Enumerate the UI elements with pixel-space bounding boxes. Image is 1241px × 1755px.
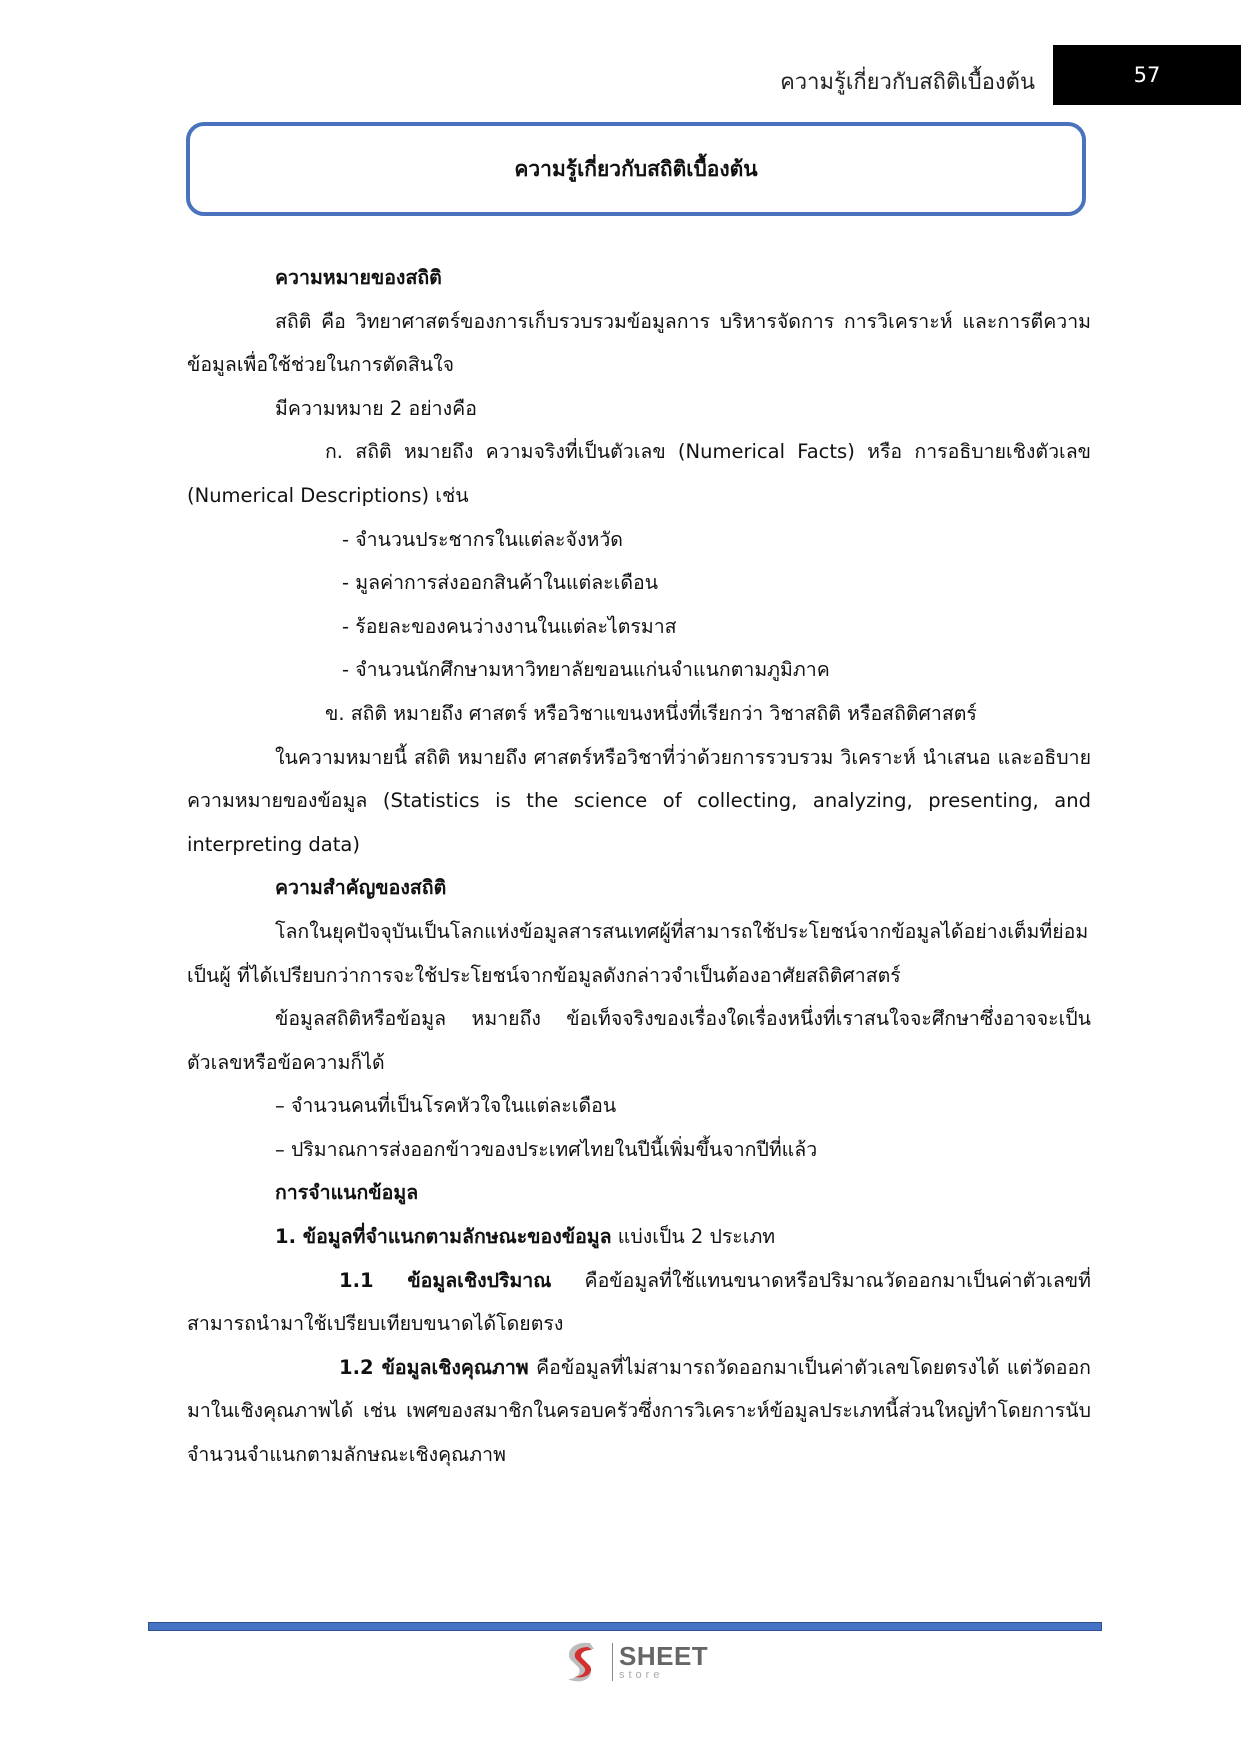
chapter-title: ความรู้เกี่ยวกับสถิติเบื้องต้น [514, 156, 758, 181]
logo-sub-text: store [619, 1669, 664, 1681]
page-number: 57 [1053, 45, 1241, 105]
section-heading-classification: การจำแนกข้อมูล [275, 1181, 419, 1205]
classification-item-1: 1. ข้อมูลที่จำแนกตามลักษณะของข้อมูล แบ่งเป็น 2 ประเภท [275, 1225, 776, 1249]
list-item: - จำนวนประชากรในแต่ละจังหวัด [342, 527, 623, 551]
section-heading-importance: ความสำคัญของสถิติ [275, 876, 447, 900]
document-body [187, 256, 1091, 1477]
list-item: – จำนวนคนที่เป็นโรคหัวใจในแต่ละเดือน [275, 1094, 617, 1118]
running-header-title: ความรู้เกี่ยวกับสถิติเบื้องต้น [780, 70, 1035, 95]
list-item: - จำนวนนักศึกษามหาวิทยาลัยขอนแก่นจำแนกตามภูมิภาค [342, 658, 830, 682]
classification-sub-2: 1.2 ข้อมูลเชิงคุณภาพ คือข้อมูลที่ไม่สามารถวัดออกมาเป็นค่าตัวเลขโดยตรงได้ แต่วัดออกมาในเชิงคุณภาพได้ เช่น เพศของสมาชิกในครอบครัวซึ่งการวิเคราะห์ข้อมูลประเภทนี้ส่วนใหญ่ทำโดยการนับจำนวนจำแนกตามลักษณะเชิงคุณภาพ [187, 1355, 1091, 1467]
paragraph-meaning-b-detail: ในความหมายนี้ สถิติ หมายถึง ศาสตร์หรือวิชาที่ว่าด้วยการรวบรวม วิเคราะห์ นำเสนอ และอธิบายความหมายของข้อมูล (Statistics is the science of collecting, analyzing, presenting, and interpreting data) [187, 745, 1091, 856]
footer-divider [148, 1622, 1102, 1631]
chapter-title-box [186, 122, 1086, 216]
paragraph-definition: สถิติ คือ วิทยาศาสตร์ของการเก็บรวบรวมข้อมูลการ บริหารจัดการ การวิเคราะห์ และการตีความข้อมูลเพื่อใช้ช่วยในการตัดสินใจ [187, 309, 1091, 377]
paragraph-meaning-a: ก. สถิติ หมายถึง ความจริงที่เป็นตัวเลข (Numerical Facts) หรือ การอธิบายเชิงตัวเลข (Numerical Descriptions) เช่น [187, 440, 1091, 507]
paragraph-importance-2: ข้อมูลสถิติหรือข้อมูล หมายถึง ข้อเท็จจริงของเรื่องใดเรื่องหนึ่งที่เราสนใจจะศึกษาซึ่งอาจจะเป็นตัวเลขหรือข้อความก็ได้ [187, 1007, 1091, 1074]
section-heading-meaning: ความหมายของสถิติ [275, 266, 442, 289]
logo-separator [612, 1643, 613, 1681]
list-item: - ร้อยละของคนว่างงานในแต่ละไตรมาส [342, 614, 677, 638]
list-item: - มูลค่าการส่งออกสินค้าในแต่ละเดือน [342, 571, 659, 595]
logo-main-text: SHEET [619, 1641, 709, 1671]
classification-sub-1: 1.1 ข้อมูลเชิงปริมาณ คือข้อมูลที่ใช้แทนขนาดหรือปริมาณวัดออกมาเป็นค่าตัวเลขที่สามารถนำมาใช้เปรียบเทียบขนาดได้โดยตรง [187, 1268, 1091, 1336]
list-item: – ปริมาณการส่งออกข้าวของประเทศไทยในปีนี้เพิ่มขึ้นจากปีที่แล้ว [275, 1137, 818, 1161]
paragraph-meaning-b: ข. สถิติ หมายถึง ศาสตร์ หรือวิชาแขนงหนึ่งที่เรียกว่า วิชาสถิติ หรือสถิติศาสตร์ [325, 701, 977, 725]
sheet-store-s-icon [560, 1639, 606, 1685]
sheet-store-logo [560, 1636, 708, 1688]
paragraph-two-meanings: มีความหมาย 2 อย่างคือ [275, 396, 477, 420]
paragraph-importance-1: โลกในยุคปัจจุบันเป็นโลกแห่งข้อมูลสารสนเทศผู้ที่สามารถใช้ประโยชน์จากข้อมูลได้อย่างเต็มที่ย่อมเป็นผู้ ที่ได้เปรียบกว่าการจะใช้ประโยชน์จากข้อมูลดังกล่าวจำเป็นต้องอาศัยสถิติศาสตร์ [187, 919, 1089, 987]
